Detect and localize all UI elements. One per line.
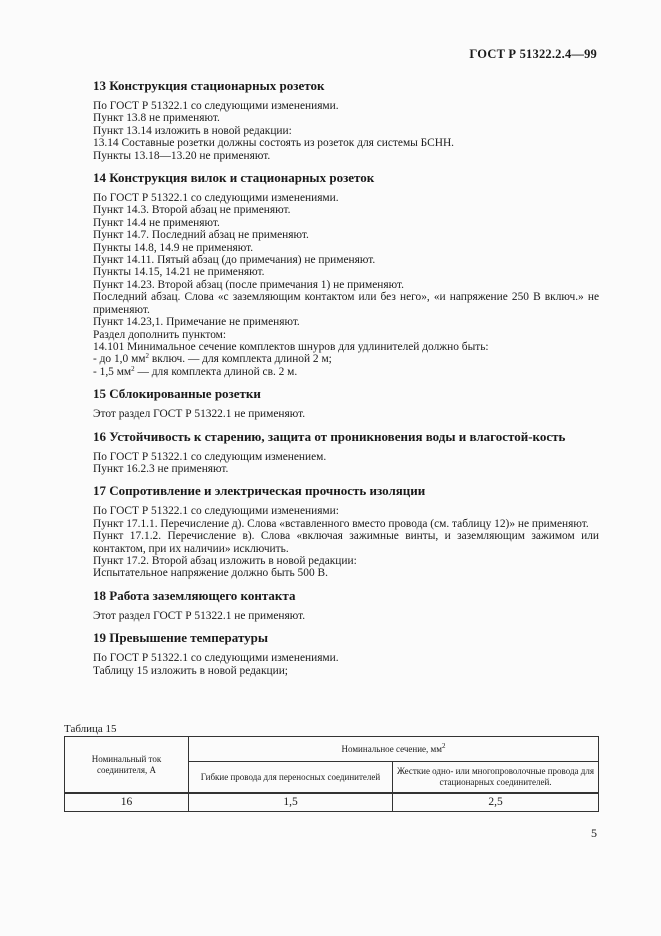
section-17-heading: 17 Сопротивление и электрическая прочность изоляции (93, 483, 426, 499)
list-item-start: - до 1,0 мм (93, 353, 146, 366)
text-line: По ГОСТ Р 51322.1 со следующими изменениями. (93, 192, 339, 205)
document-header: ГОСТ Р 51322.2.4—99 (469, 47, 597, 61)
text-line: Пункт 13.8 не применяют. (93, 112, 220, 125)
table-15 (64, 736, 599, 812)
text-line: По ГОСТ Р 51322.1 со следующим изменением. (93, 450, 327, 463)
section-18-heading: 18 Работа заземляющего контакта (93, 587, 296, 603)
section-19 (93, 630, 599, 677)
col-group-header (189, 737, 599, 762)
table-caption: Таблица 15 (64, 723, 117, 735)
text-line: Пункт 14.4 не применяют. (93, 216, 220, 229)
text-paragraph: Пункт 17.1.1. Перечисление д). Слова «вставленного вместо провода (см. таблицу 12)» не применяют. (93, 517, 589, 530)
text-line: Испытательное напряжение должно быть 500 В. (93, 567, 328, 580)
table-row (65, 793, 599, 812)
section-15 (93, 386, 599, 420)
main-content (93, 78, 599, 685)
table-cell: 1,5 (189, 793, 393, 812)
list-item-end: включ. — для комплекта длиной 2 м; (151, 353, 332, 366)
page-number: 5 (591, 826, 597, 840)
text-line: Пункт 14.23. Второй абзац (после примечания 1) не применяют. (93, 278, 404, 291)
col-header-rigid: Жесткие одно- или многопроволочные провода для стационарных соединителей. (393, 762, 599, 794)
section-16-heading: 16 Устойчивость к старению, защита от проникновения воды и влагостой-кость (93, 428, 566, 444)
text-line: Пункты 13.18—13.20 не применяют. (93, 149, 271, 162)
text-line: По ГОСТ Р 51322.1 со следующими изменениями. (93, 652, 339, 665)
section-19-heading: 19 Превышение температуры (93, 630, 269, 646)
text-line: Пункт 14.11. Пятый абзац (до примечания) не применяют. (93, 254, 376, 267)
text-line: Таблицу 15 изложить в новой редакции; (93, 664, 288, 677)
section-17 (93, 483, 599, 579)
text-line: Пункт 16.2.3 не применяют. (93, 462, 229, 475)
section-15-heading: 15 Сблокированные розетки (93, 386, 261, 402)
superscript: 2 (441, 741, 446, 750)
superscript: 2 (131, 364, 135, 373)
text-line: Пункт 17.2. Второй абзац изложить в новой редакции: (93, 554, 357, 567)
col-header-current: Номинальный ток соединителя, А (65, 737, 189, 794)
list-item-end: — для комплекта длиной св. 2 м. (137, 365, 298, 378)
text-line: По ГОСТ Р 51322.1 со следующими изменениями: (93, 505, 339, 518)
text-line: Пункт 14.23,1. Примечание не применяют. (93, 316, 300, 329)
text-paragraph: Последний абзац. Слова «с заземляющим контактом или без него», «и напряжение 250 В включ.» не применяют. (93, 291, 599, 316)
section-13 (93, 78, 599, 162)
text-line: 14.101 Минимальное сечение комплектов шнуров для удлинителей должно быть: (93, 340, 489, 353)
text-line: Пункт 13.14 изложить в новой редакции: (93, 124, 292, 137)
text-line: Пункты 14.8, 14.9 не применяют. (93, 241, 254, 254)
text-line: По ГОСТ Р 51322.1 со следующими изменениями. (93, 100, 339, 112)
text-line: Этот раздел ГОСТ Р 51322.1 не применяют. (93, 408, 306, 421)
superscript: 2 (145, 352, 149, 361)
list-item-start: - 1,5 мм (93, 365, 132, 378)
list-item (93, 366, 599, 378)
col-group-label: Номинальное сечение, мм (341, 743, 442, 754)
text-line: Пункт 14.7. Последний абзац не применяют. (93, 229, 309, 242)
section-13-heading: 13 Конструкция стационарных розеток (93, 78, 325, 93)
table-cell: 16 (65, 793, 189, 812)
text-line: Раздел дополнить пунктом: (93, 328, 227, 341)
section-14 (93, 170, 599, 378)
text-line: Пункт 14.3. Второй абзац не применяют. (93, 204, 291, 217)
section-14-heading: 14 Конструкция вилок и стационарных розеток (93, 170, 375, 186)
text-line: Этот раздел ГОСТ Р 51322.1 не применяют. (93, 609, 306, 622)
col-header-flexible: Гибкие провода для переносных соединителей (189, 762, 393, 794)
list-item (93, 353, 599, 365)
table-cell: 2,5 (393, 793, 599, 812)
text-line: 13.14 Составные розетки должны состоять из розеток для системы БСНН. (93, 137, 455, 150)
text-line: Пункты 14.15, 14.21 не применяют. (93, 266, 265, 279)
section-18 (93, 588, 599, 622)
section-16 (93, 429, 599, 476)
text-paragraph: Пункт 17.1.2. Перечисление в). Слова «включая зажимные винты, и заземляющим зажимом или контактом, при их наличии» исключить. (93, 530, 599, 555)
